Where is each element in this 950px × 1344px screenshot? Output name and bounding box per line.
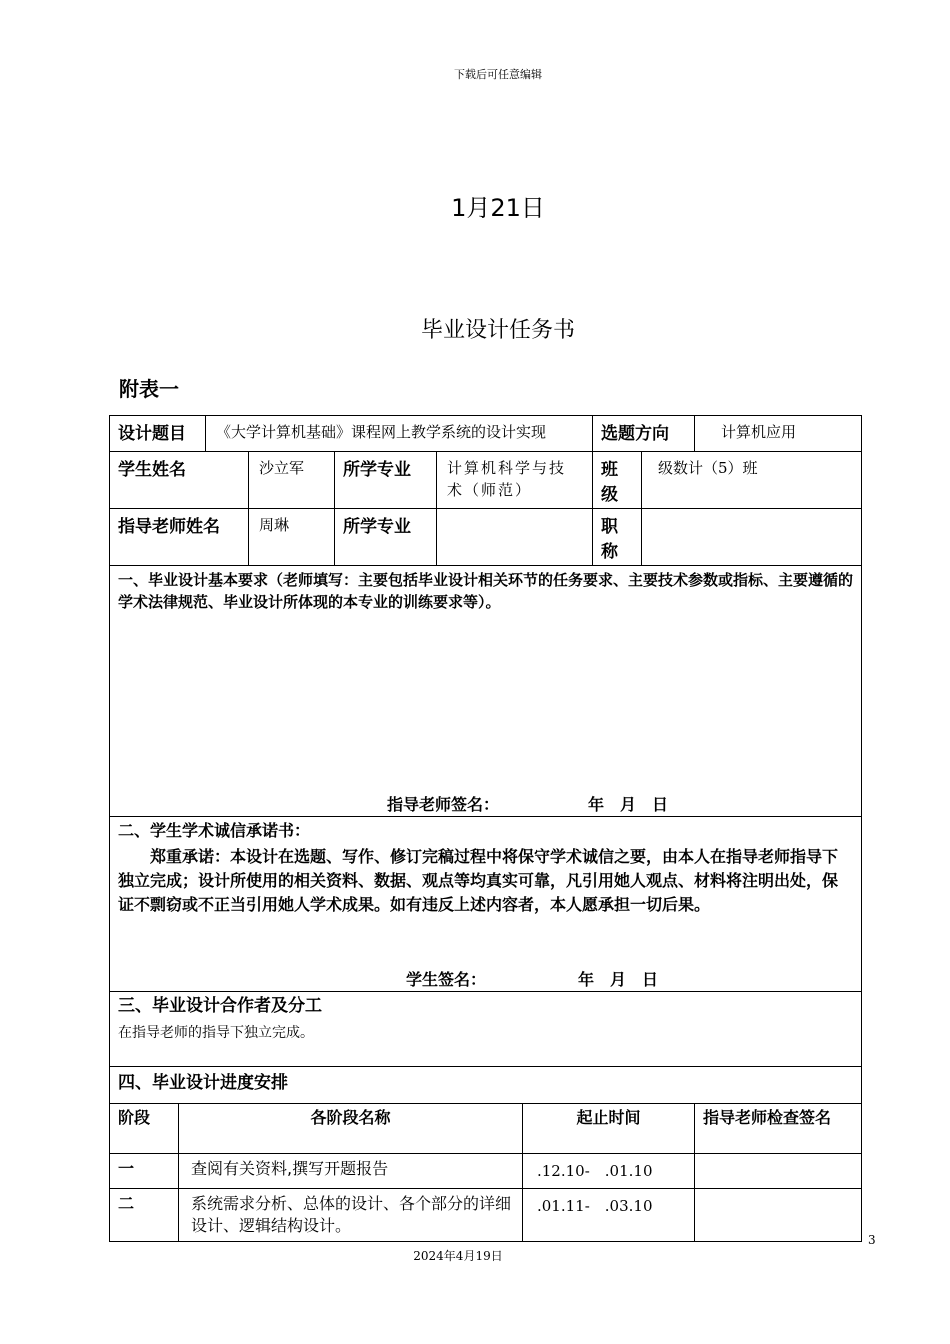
advisor-major-label: 所学专业 — [335, 509, 437, 566]
schedule-name: 查阅有关资料,撰写开题报告 — [179, 1154, 523, 1189]
schedule-signature — [695, 1154, 862, 1189]
direction-label: 选题方向 — [593, 416, 695, 452]
schedule-header-stage: 阶段 — [110, 1104, 179, 1154]
document-title: 毕业设计任务书 — [420, 318, 575, 343]
topic-label: 设计题目 — [110, 416, 206, 452]
topic-value: 《大学计算机基础》课程网上教学系统的设计实现 — [206, 416, 593, 452]
schedule-row — [110, 1189, 862, 1242]
section2-body: 郑重承诺：本设计在选题、写作、修订完稿过程中将保守学术诚信之要，由本人在指导老师指导下独立完成；设计所使用的相关资料、数据、观点等均真实可靠，凡引用她人观点、材料将注明出处，保证不剽窃或不正当引用她人学术成果。如有违反上述内容者，本人愿承担一切后果。 — [118, 847, 839, 914]
schedule-row — [110, 1154, 862, 1189]
schedule-header-signature: 指导老师检查签名 — [695, 1104, 862, 1154]
footer-date: 2024年4月19日 — [413, 1249, 503, 1263]
schedule-stage: 一 — [110, 1154, 179, 1189]
advisor-signature-label: 指导老师签名： — [387, 795, 500, 814]
major-label: 所学专业 — [335, 452, 437, 509]
student-value: 沙立军 — [249, 452, 335, 509]
topic-row — [110, 416, 862, 452]
student-label: 学生姓名 — [110, 452, 249, 509]
section2-integrity-pledge — [110, 817, 862, 992]
schedule-time: .12.10- .01.10 — [523, 1154, 695, 1189]
student-row — [110, 452, 862, 509]
section3-collaborators — [110, 992, 862, 1067]
section2-row — [110, 817, 862, 992]
schedule-header-name: 各阶段名称 — [179, 1104, 523, 1154]
header-note: 下载后可任意编辑 — [454, 68, 542, 81]
advisor-label: 指导老师姓名 — [110, 509, 249, 566]
advisor-row — [110, 509, 862, 566]
section2-title: 二、学生学术诚信承诺书： — [118, 821, 311, 840]
job-title-label: 职称 — [593, 509, 642, 566]
job-title-value — [642, 509, 862, 566]
class-value: 级数计（5）班 — [642, 452, 862, 509]
class-label: 班级 — [593, 452, 642, 509]
student-signature-label: 学生签名： — [406, 970, 487, 989]
major-value: 计算机科学与技术（师范） — [437, 452, 593, 509]
schedule-stage: 二 — [110, 1189, 179, 1242]
student-signature-date: 年 月 日 — [578, 970, 659, 989]
date-heading: 1月21日 — [451, 194, 545, 222]
section1-row — [110, 566, 862, 817]
schedule-header-row — [110, 1104, 862, 1154]
advisor-major-value — [437, 509, 593, 566]
task-form-table — [109, 415, 862, 1242]
section1-requirements — [110, 566, 862, 817]
section3-body: 在指导老师的指导下独立完成。 — [118, 1025, 314, 1041]
section4-title: 四、毕业设计进度安排 — [110, 1067, 862, 1104]
section1-title: 一、毕业设计基本要求（老师填写：主要包括毕业设计相关环节的任务要求、主要技术参数或指标、主要遵循的学术法律规范、毕业设计所体现的本专业的训练要求等）。 — [118, 571, 854, 611]
page-number: 3 — [868, 1233, 876, 1247]
section4-row — [110, 1067, 862, 1104]
schedule-signature — [695, 1189, 862, 1242]
schedule-name: 系统需求分析、总体的设计、各个部分的详细设计、逻辑结构设计。 — [179, 1189, 523, 1242]
appendix-label: 附表一 — [119, 377, 179, 401]
schedule-time: .01.11- .03.10 — [523, 1189, 695, 1242]
section3-title: 三、毕业设计合作者及分工 — [118, 996, 322, 1016]
schedule-header-time: 起止时间 — [523, 1104, 695, 1154]
section3-row — [110, 992, 862, 1067]
advisor-signature-date: 年 月 日 — [588, 795, 669, 814]
advisor-value: 周琳 — [249, 509, 335, 566]
direction-value: 计算机应用 — [695, 416, 862, 452]
